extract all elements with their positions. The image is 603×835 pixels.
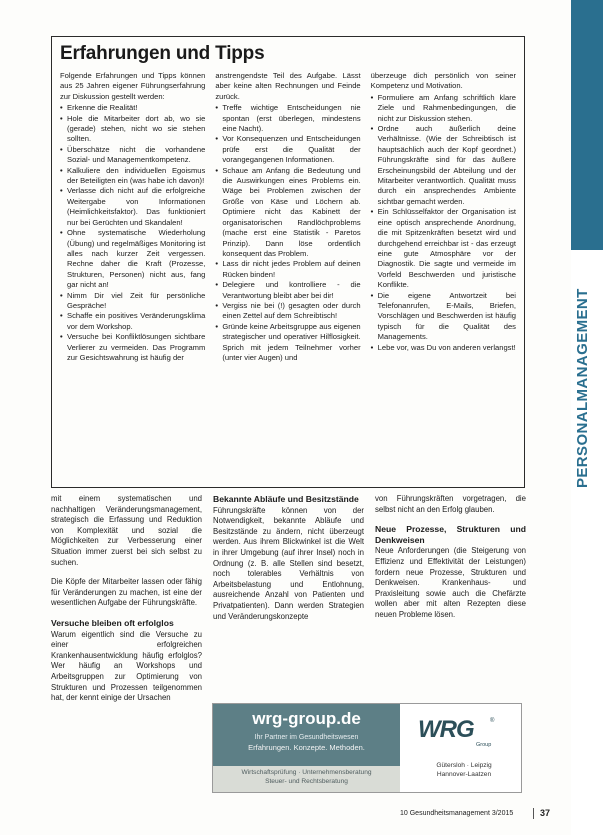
ad-service-line: Wirtschaftsprüfung · Unternehmensberatung: [241, 769, 372, 776]
tip-item: • Überschätze nicht die vorhandene Sozial- und Managementkompetenz.: [60, 145, 205, 166]
side-tab-bar: [571, 0, 603, 250]
tip-item: • Schaffe ein positives Veränderungsklima vor dem Workshop.: [60, 311, 205, 332]
advertisement[interactable]: [212, 703, 522, 793]
box-col2-list: [215, 103, 360, 363]
ad-city-line: Gütersloh · Leipzig: [436, 762, 492, 769]
tip-item: • Hole die Mitarbeiter dort ab, wo sie (gerade) stehen, nicht wo sie stehen sollten.: [60, 114, 205, 145]
paragraph: Die Köpfe der Mitarbeiter lassen oder fähig für Veränderungen zu machen, ist eine der wesentlichen Aufgabe der Führungskräfte.: [51, 577, 202, 608]
tip-item: • Vergiss nie bei (!) gesagten oder durch einen Zettel auf dem Schreibtisch!: [215, 301, 360, 322]
logo-registered: ®: [490, 718, 495, 724]
logo-group: Group: [476, 742, 492, 748]
tip-item: • Verlasse dich nicht auf die erfolgreiche Weitergabe von Informationen (Heimlichkeitsfaktor). Das funktioniert nur bei Gerüchten und Skandalen!: [60, 186, 205, 228]
tip-item: • Die eigene Antwortzeit bei Telefonanrufen, E-Mails, Briefen, Vorschlägen und Beschwerden ist häufig typisch für die Qualität des Managements.: [371, 291, 516, 343]
paragraph: mit einem systematischen und nachhaltigen Veränderungsmanagement, strategisch die Erfassung und Reduktion von Komplexität und sozial die Möglichkeiten zur Verbesserung einer Situation immer zuerst bei sich selbst zu suchen.: [51, 494, 202, 567]
tip-item: • Ordne auch äußerlich deine Verhältnisse. (Wie der Schreibtisch ist hauptsächlich auch der Kopf geordnet.) Führungskräfte sind für das äußere Erscheinungsbild der Abteilung und der Mitarbeiter verantwortlich. Qualität muss durch ein ansprechendes Ambiente sichtbar gemacht werden.: [371, 124, 516, 207]
box-col3-intro: überzeuge dich persönlich von seiner Kompetenz und Motivation.: [370, 71, 516, 91]
tip-item: • Erkenne die Realität!: [60, 103, 205, 113]
tip-item: • Schaue am Anfang die Bedeutung und die Auswirkungen eines Problems ein. Wäge bei Problemen zwischen der Größe von Käse und Löchern ab. Optimiere nicht das Kabinett der organisatorischen Randlöchproblems (mache erst eine Statistik - Paretos Prinzip). Dann löse ordentlich konsequent das Problem.: [215, 166, 360, 260]
tip-item: • Delegiere und kontrolliere - die Verantwortung bleibt aber bei dir!: [215, 280, 360, 301]
tip-item: • Gründe keine Arbeitsgruppe aus eigenen strategischer und operativer Hilflosigkeit. Sprich mit jedem Teilnehmer vorher (unter vier Augen) und: [215, 322, 360, 364]
box-col2-intro: anstrengendste Teil des Aufgabe. Lässt aber keine alten Rechnungen und Feinde zurück.: [215, 71, 361, 101]
tip-item: • Versuche bei Konfliktlösungen sichtbare Verlierer zu vermeiden. Das Programm zur Gesichtswahrung ist häufig der: [60, 332, 205, 363]
ad-panel: [213, 704, 400, 792]
page-number: 37: [540, 808, 551, 818]
paragraph: Neue Anforderungen (die Steigerung von Effizienz und Effektivität der Leistungen) fordern neue Prozesse, Strukturen und Denkweisen. Krankenhaus- und Praxisleitung sowie auch die Chefärzte wollen aber mit alten Rezepten diese neuen Probleme lösen.: [375, 546, 526, 619]
tip-item: • Formuliere am Anfang schriftlich klare Ziele und Rahmenbedingungen, die nicht zur Diskussion stehen.: [371, 93, 516, 124]
subheading: Bekannte Abläufe und Besitzstände: [213, 494, 359, 504]
logo-wordmark: WRG: [418, 716, 474, 743]
section-label: PERSONALMANAGEMENT: [574, 288, 591, 488]
tip-item: • Lebe vor, was Du von anderen verlangst!: [371, 343, 516, 353]
article-column-1: [51, 494, 202, 794]
ad-city-line: Hannover-Laatzen: [436, 770, 492, 778]
ad-service-line: Steuer- und Rechtsberatung: [265, 777, 348, 785]
section-side-tab: [571, 0, 603, 835]
box-col3-list: [371, 93, 516, 353]
ad-locations: [414, 762, 514, 779]
box-title: Erfahrungen und Tipps: [60, 43, 265, 64]
tip-item: • Ohne systematische Wiederholung (Übung) und regelmäßiges Monitoring ist alles nach kurzer Zeit vergessen. Rechne daher die Kraft (Prozesse, Strukturen, Personen) nicht aus, fang gar nicht an!: [60, 228, 205, 290]
box-column-1: [60, 71, 205, 363]
tip-item: • Nimm Dir viel Zeit für persönliche Gespräche!: [60, 291, 205, 312]
ad-tagline-2: Erfahrungen. Konzepte. Methoden.: [248, 743, 365, 752]
tip-item: • Treffe wichtige Entscheidungen nie spontan (erst überlegen, mindestens eine Nacht).: [215, 103, 360, 134]
ad-brand-url[interactable]: wrg-group.de: [252, 709, 361, 728]
ad-tagline: Ihr Partner im Gesundheitswesen: [254, 734, 359, 741]
wrg-logo: [418, 716, 508, 750]
ad-logo-panel: [400, 704, 521, 792]
box-column-2: [215, 71, 360, 363]
subheading: Neue Prozesse, Strukturen und Denkweisen: [375, 524, 526, 545]
tips-box: [51, 36, 525, 488]
tip-item: • Lass dir nicht jedes Problem auf deinen Rücken binden!: [215, 259, 360, 280]
footer-source: 10 Gesundheitsmanagement 3/2015: [400, 810, 514, 817]
tip-item: • Kalkuliere den individuellen Egoismus der Beteiligten ein (was habe ich davon)!: [60, 166, 205, 187]
box-col1-intro: Folgende Erfahrungen und Tipps können aus 25 Jahren eigener Führungserfahrung zur Diskussion gestellt werden:: [60, 71, 206, 101]
box-col1-list: [60, 103, 205, 363]
box-column-3: [371, 71, 516, 363]
tip-item: • Vor Konsequenzen und Entscheidungen prüfe erst die Qualität der vorangegangenen Informationen.: [215, 134, 360, 165]
subheading: Versuche bleiben oft erfolglos: [51, 617, 174, 628]
ad-services: [213, 766, 400, 792]
footer-divider: [533, 808, 534, 819]
page-footer: [400, 809, 570, 821]
paragraph: Warum eigentlich sind die Versuche zu einer erfolgreichen Krankenhausentwicklung häufig erfolglos? Wer häufig an Workshops und Arbeitsgruppen zur Optimierung von Strukturen und Prozessen teilgenommen hat, der kennt einige der Ursachen: [51, 629, 202, 703]
paragraph: Führungskräfte können von der Notwendigkeit, bekannte Abläufe und Besitzstände zu ändern, nicht überzeugt werden. Aus ihrem Blickwinkel ist die Welt in ihrer Umgebung (auf ihrer Insel) noch in Ordnung (z. B. alle Stellen sind besetzt, noch tolerables Verhältnis von Arbeitsbelastung und Entlohnung, ausreichende Anzahl von Patienten und Privatpatienten). Dann werden Strategien und Veränderungskonzepte: [213, 505, 364, 621]
tip-item: • Ein Schlüsselfaktor der Organisation ist eine optisch ansprechende Anordnung, die mit Spitzenkräften besetzt wird und durchgehend erreichbar ist - das erzeugt eine gute Atmosphäre vor der Diagnostik. Die sagte und vermeide im Vorfeld Beschwerden und juristische Konflikte.: [371, 207, 516, 290]
paragraph: von Führungskräften vorgetragen, die selbst nicht an den Erfolg glauben.: [375, 494, 526, 514]
